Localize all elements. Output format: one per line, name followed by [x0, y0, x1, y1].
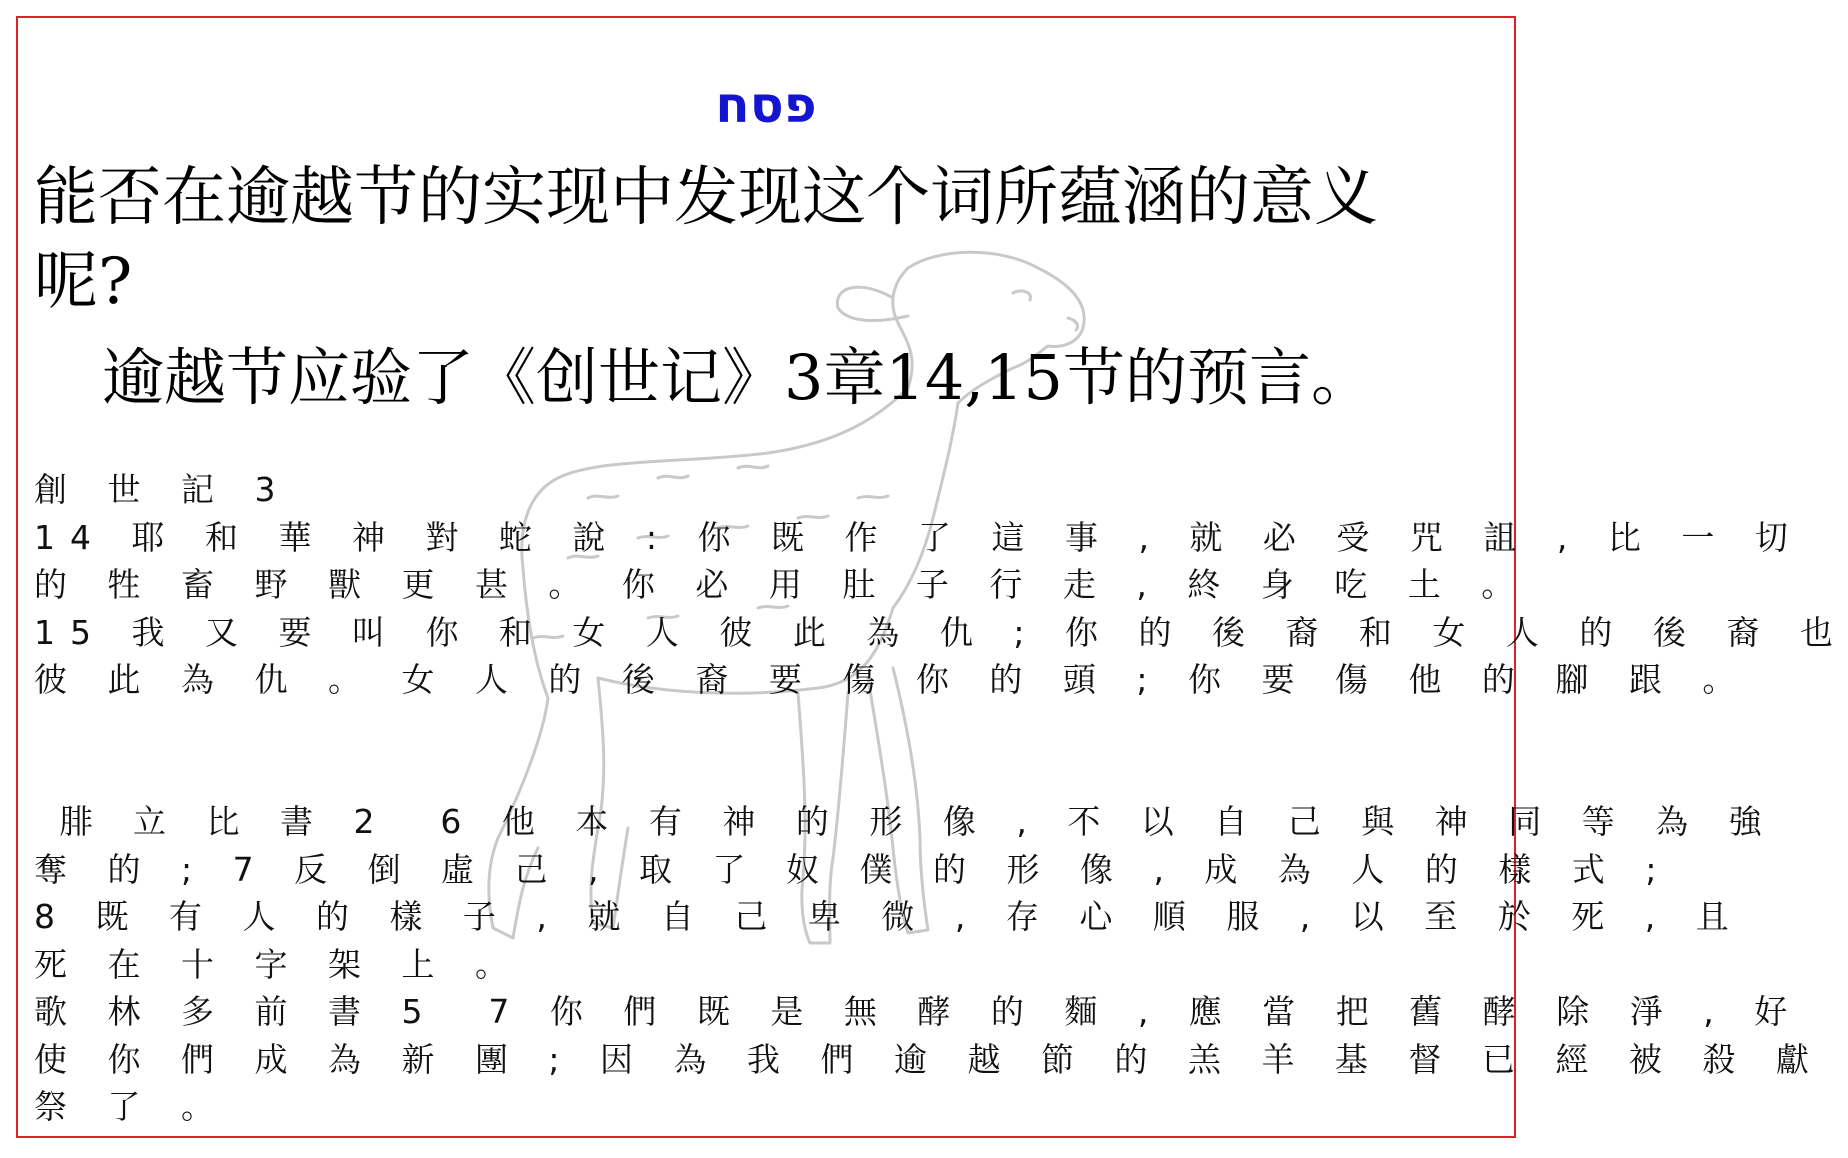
- statement-heading: 逾越节应验了《创世记》3章14,15节的预言。: [102, 341, 1373, 414]
- document-frame: [16, 16, 1848, 1138]
- verse-line: 彼 此 為 仇 。 女 人 的 後 裔 要 傷 你 的 頭 ; 你 要 傷 他 的 腳 跟 。: [34, 660, 1751, 699]
- question-line: 能否在逾越节的实现中发现这个词所蕴涵的意义: [34, 161, 1378, 235]
- question-line: 呢?: [34, 245, 133, 319]
- verse-line: 15 我 又 要 叫 你 和 女 人 彼 此 為 仇 ; 你 的 後 裔 和 女 人 的 後 裔 也: [34, 612, 1848, 652]
- verse-line: 死 在 十 字 架 上 。: [34, 944, 523, 984]
- verse-line: 14 耶 和 華 神 對 蛇 說 : 你 既 作 了 這 事 , 就 必 受 咒 詛 , 比 一 切: [34, 517, 1803, 557]
- verse-line: 祭 了 。: [34, 1087, 229, 1126]
- question-heading: [34, 156, 1474, 324]
- hebrew-title: פסח: [715, 76, 817, 134]
- verse-line: 腓 立 比 書 2 6 他 本 有 神 的 形 像 , 不 以 自 己 與 神 同 等 為 強: [34, 802, 1777, 841]
- genesis-passage: [34, 466, 1848, 704]
- verse-line: 8 既 有 人 的 樣 子 , 就 自 己 卑 微 , 存 心 順 服 , 以 至 於 死 , 且: [34, 897, 1744, 936]
- verse-line: 使 你 們 成 為 新 團 ; 因 為 我 們 逾 越 節 的 羔 羊 基 督 已 經 被 殺 獻: [34, 1039, 1824, 1079]
- verse-line: 歌 林 多 前 書 5 7 你 們 既 是 無 酵 的 麵 , 應 當 把 舊 酵 除 淨 , 好: [34, 992, 1803, 1031]
- verse-line: 的 牲 畜 野 獸 更 甚 。 你 必 用 肚 子 行 走 , 終 身 吃 土 。: [34, 565, 1530, 604]
- verse-line: 奪 的 ; 7 反 倒 虛 己 , 取 了 奴 僕 的 形 像 , 成 為 人 的 樣 式 ;: [34, 849, 1672, 889]
- verse-line: 創 世 記 3: [34, 470, 291, 509]
- philippians-corinthians-passage: [34, 798, 1824, 1131]
